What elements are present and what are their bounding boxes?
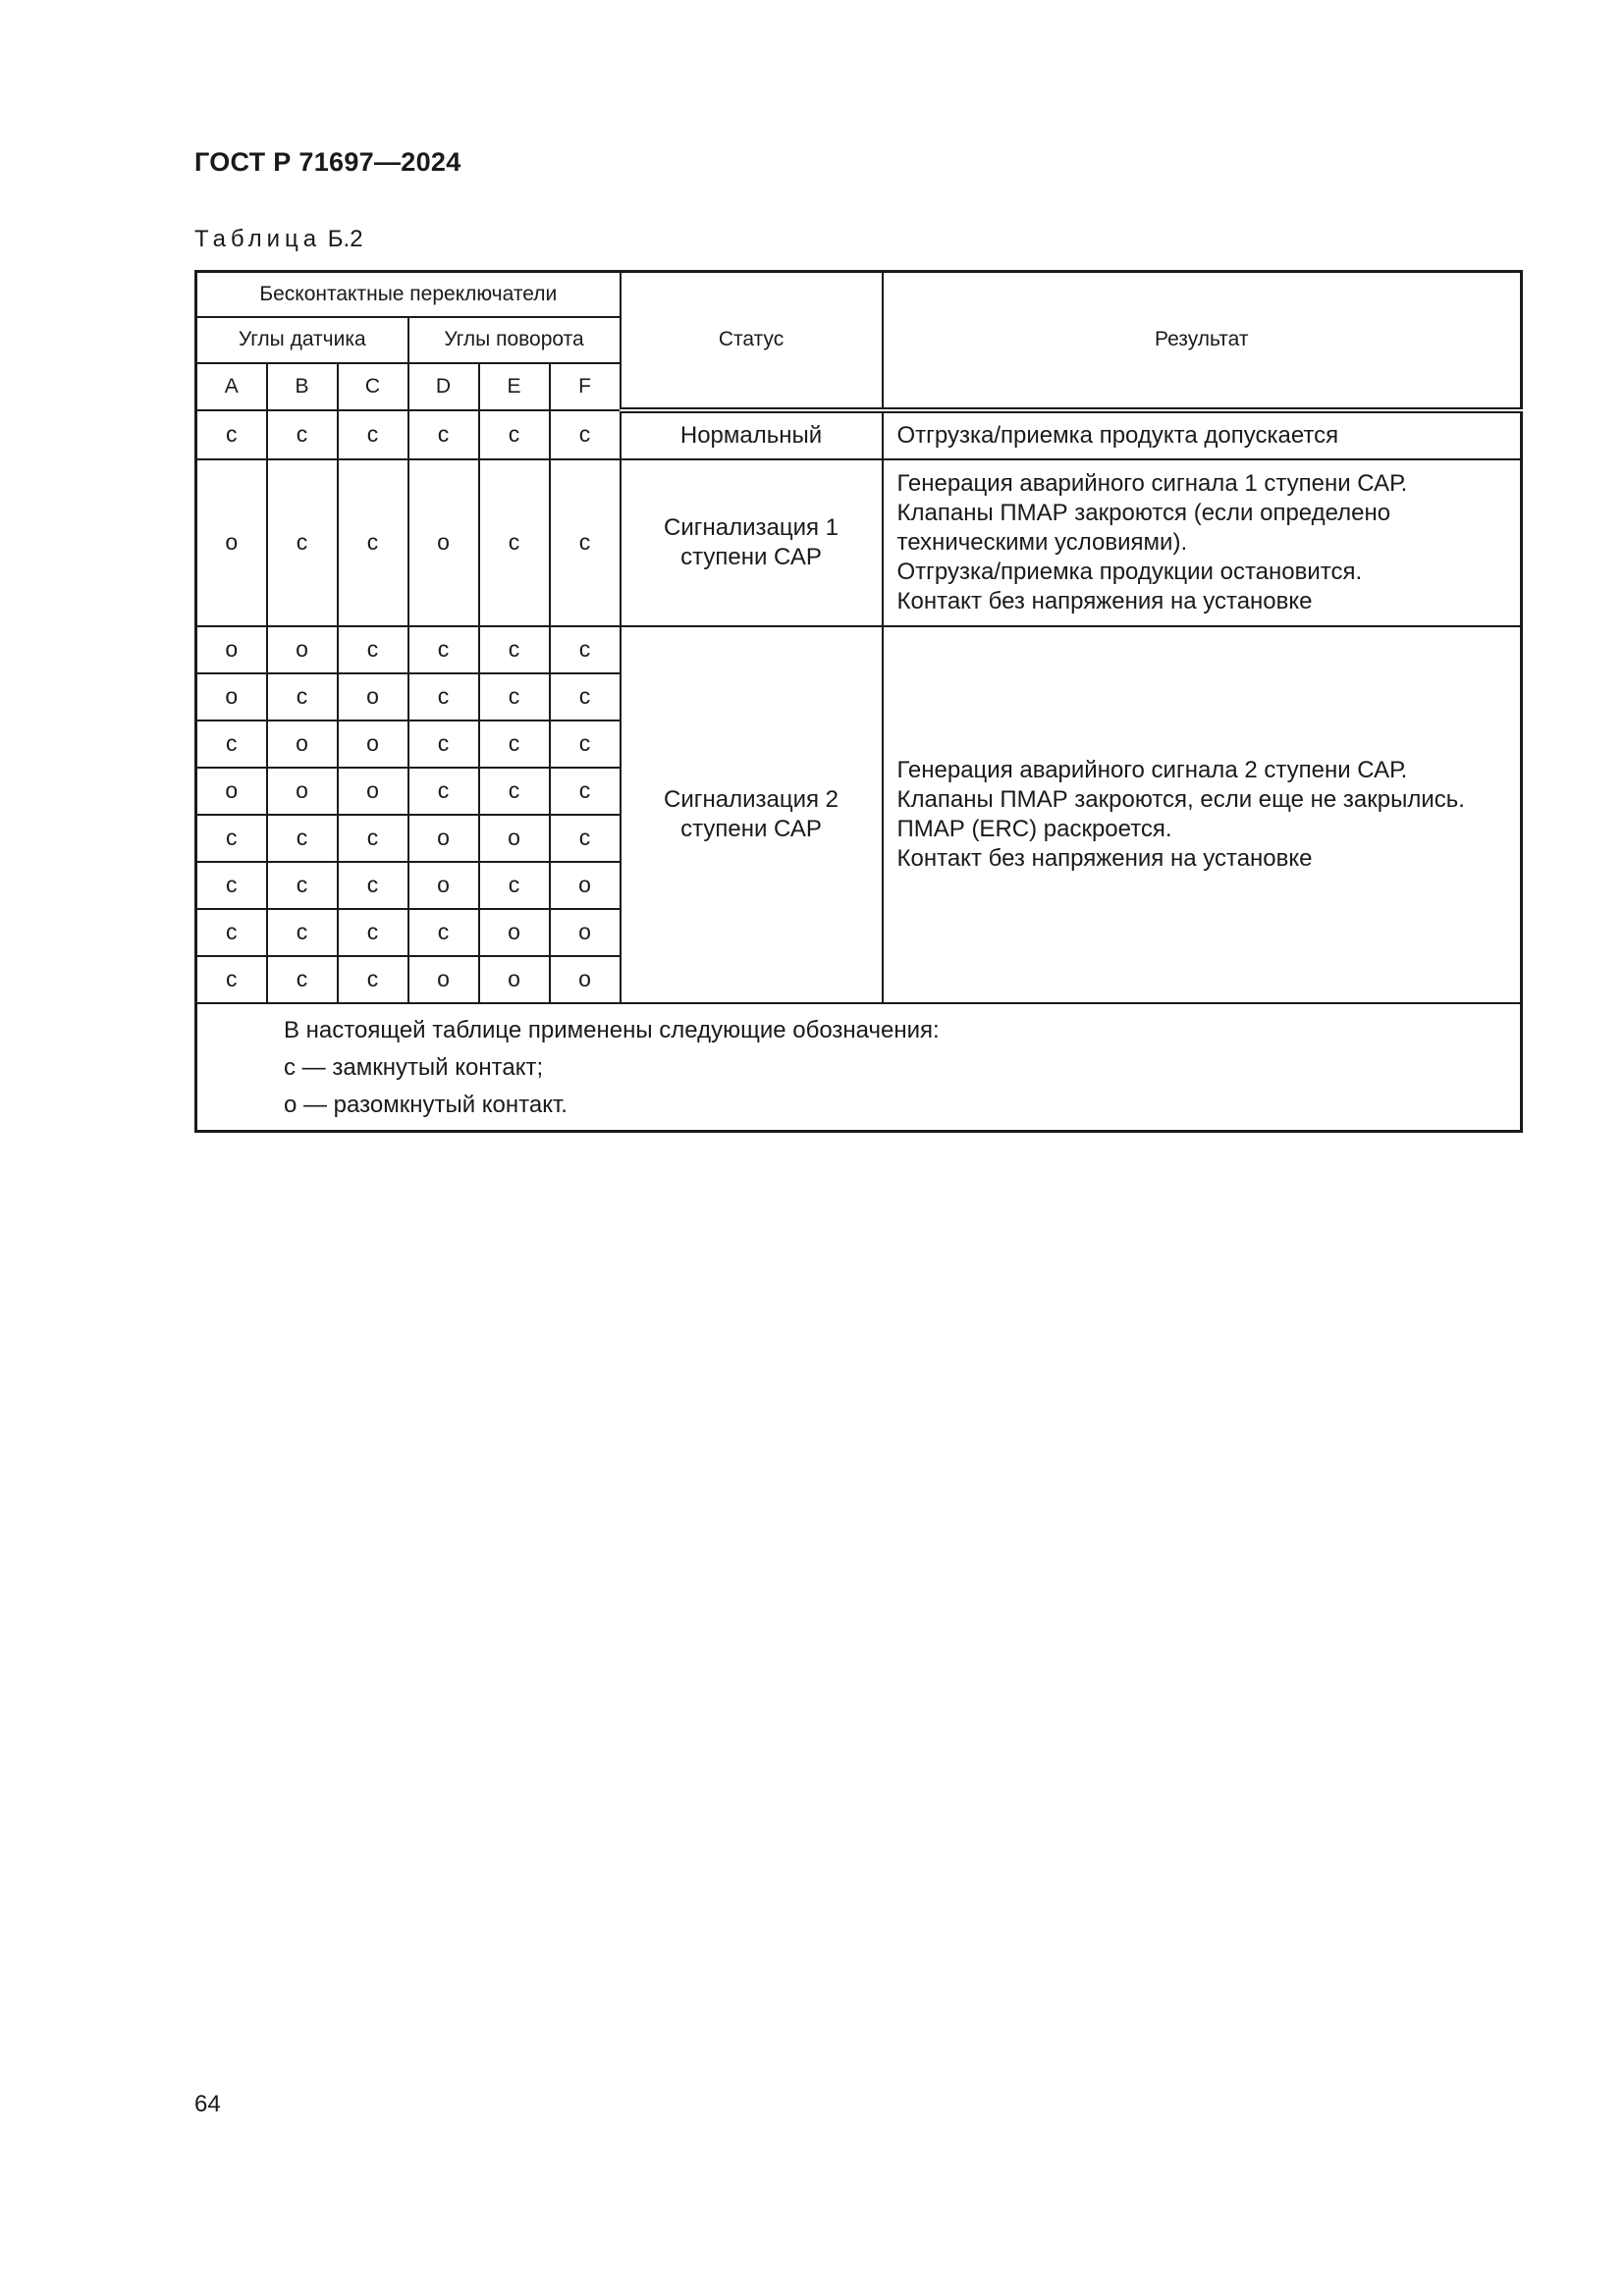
contact-value: o bbox=[196, 459, 267, 626]
status-cell: Сигнализация 2 ступени САР bbox=[621, 626, 883, 1003]
result-header: Результат bbox=[883, 272, 1522, 410]
result-line: Клапаны ПМАР закроются, если еще не закрылись. bbox=[896, 785, 1465, 813]
contact-value: c bbox=[550, 673, 621, 721]
contact-value: c bbox=[479, 862, 550, 909]
contact-value: c bbox=[550, 410, 621, 459]
contact-value: o bbox=[338, 673, 408, 721]
contact-value: c bbox=[196, 909, 267, 956]
contact-value: o bbox=[408, 956, 479, 1003]
contact-value: c bbox=[479, 768, 550, 815]
table-row bbox=[196, 410, 1522, 459]
contact-value: c bbox=[550, 459, 621, 626]
contact-value: c bbox=[338, 815, 408, 862]
contact-value: c bbox=[408, 626, 479, 673]
contact-value: c bbox=[267, 410, 338, 459]
contact-value: c bbox=[479, 721, 550, 768]
contact-value: c bbox=[550, 815, 621, 862]
table-caption-number: Б.2 bbox=[327, 226, 363, 252]
result-line: Клапаны ПМАР закроются (если определено техническими условиями). bbox=[896, 499, 1391, 556]
contact-value: c bbox=[196, 815, 267, 862]
contact-value: o bbox=[408, 815, 479, 862]
status-cell: Сигнализация 1 ступени САР bbox=[621, 459, 883, 626]
contact-value: c bbox=[550, 768, 621, 815]
table-caption bbox=[194, 226, 363, 253]
contact-value: o bbox=[338, 721, 408, 768]
result-line: Генерация аварийного сигнала 2 ступени САР. bbox=[896, 756, 1408, 783]
contact-value: c bbox=[479, 459, 550, 626]
table-row bbox=[196, 626, 1522, 673]
contact-value: c bbox=[479, 626, 550, 673]
contact-value: o bbox=[479, 956, 550, 1003]
contact-value: o bbox=[267, 721, 338, 768]
contact-value: c bbox=[479, 673, 550, 721]
contact-value: c bbox=[550, 721, 621, 768]
contact-value: c bbox=[338, 459, 408, 626]
contact-value: c bbox=[550, 626, 621, 673]
result-cell: Отгрузка/приемка продукта допускается bbox=[883, 410, 1522, 459]
result-cell bbox=[883, 459, 1522, 626]
contact-value: c bbox=[196, 956, 267, 1003]
column-header-a: A bbox=[196, 363, 267, 410]
contact-value: c bbox=[408, 673, 479, 721]
column-header-e: E bbox=[479, 363, 550, 410]
sensor-angles-header: Углы датчика bbox=[196, 317, 408, 363]
proximity-switches-header: Бесконтактные переключатели bbox=[196, 272, 621, 317]
contact-value: c bbox=[479, 410, 550, 459]
note-line: с — замкнутый контакт; bbox=[284, 1053, 544, 1081]
contact-value: c bbox=[267, 862, 338, 909]
notes-cell bbox=[196, 1003, 1522, 1132]
note-line: В настоящей таблице применены следующие обозначения: bbox=[284, 1016, 940, 1043]
table-caption-word: Таблица bbox=[194, 226, 322, 252]
result-line: Контакт без напряжения на установке bbox=[896, 844, 1313, 872]
contact-value: o bbox=[196, 768, 267, 815]
contact-value: c bbox=[338, 956, 408, 1003]
document-code: ГОСТ Р 71697—2024 bbox=[194, 147, 461, 177]
table-row bbox=[196, 459, 1522, 626]
contact-value: o bbox=[550, 909, 621, 956]
result-line: Контакт без напряжения на установке bbox=[896, 587, 1313, 614]
contact-value: o bbox=[408, 862, 479, 909]
contact-value: c bbox=[196, 721, 267, 768]
result-cell bbox=[883, 626, 1522, 1003]
rotation-angles-header: Углы поворота bbox=[408, 317, 621, 363]
contact-value: c bbox=[408, 768, 479, 815]
contact-value: c bbox=[338, 410, 408, 459]
page-number: 64 bbox=[194, 2091, 221, 2117]
column-header-b: B bbox=[267, 363, 338, 410]
contact-value: c bbox=[267, 459, 338, 626]
column-header-c: C bbox=[338, 363, 408, 410]
column-header-d: D bbox=[408, 363, 479, 410]
status-header: Статус bbox=[621, 272, 883, 410]
contact-value: c bbox=[408, 721, 479, 768]
contact-value: o bbox=[196, 626, 267, 673]
contact-value: o bbox=[479, 815, 550, 862]
contact-value: o bbox=[408, 459, 479, 626]
result-line: Генерация аварийного сигнала 1 ступени САР. bbox=[896, 469, 1408, 497]
result-line: Отгрузка/приемка продукции остановится. bbox=[896, 558, 1363, 585]
note-line: о — разомкнутый контакт. bbox=[284, 1091, 568, 1118]
contact-value: c bbox=[267, 909, 338, 956]
contact-value: o bbox=[267, 626, 338, 673]
contact-value: c bbox=[267, 673, 338, 721]
contact-value: c bbox=[408, 909, 479, 956]
contact-value: o bbox=[196, 673, 267, 721]
contact-value: c bbox=[338, 626, 408, 673]
contact-value: c bbox=[267, 815, 338, 862]
contact-value: c bbox=[196, 862, 267, 909]
contact-value: c bbox=[338, 909, 408, 956]
contact-value: c bbox=[267, 956, 338, 1003]
contact-value: c bbox=[338, 862, 408, 909]
contact-value: o bbox=[550, 862, 621, 909]
contact-value: c bbox=[408, 410, 479, 459]
result-line: ПМАР (ERC) раскроется. bbox=[896, 815, 1172, 842]
status-cell: Нормальный bbox=[621, 410, 883, 459]
contact-value: o bbox=[267, 768, 338, 815]
contact-value: o bbox=[479, 909, 550, 956]
contact-value: c bbox=[196, 410, 267, 459]
contact-value: o bbox=[550, 956, 621, 1003]
switch-status-table bbox=[194, 270, 1523, 1133]
contact-value: o bbox=[338, 768, 408, 815]
notes-row bbox=[196, 1003, 1522, 1132]
column-header-f: F bbox=[550, 363, 621, 410]
